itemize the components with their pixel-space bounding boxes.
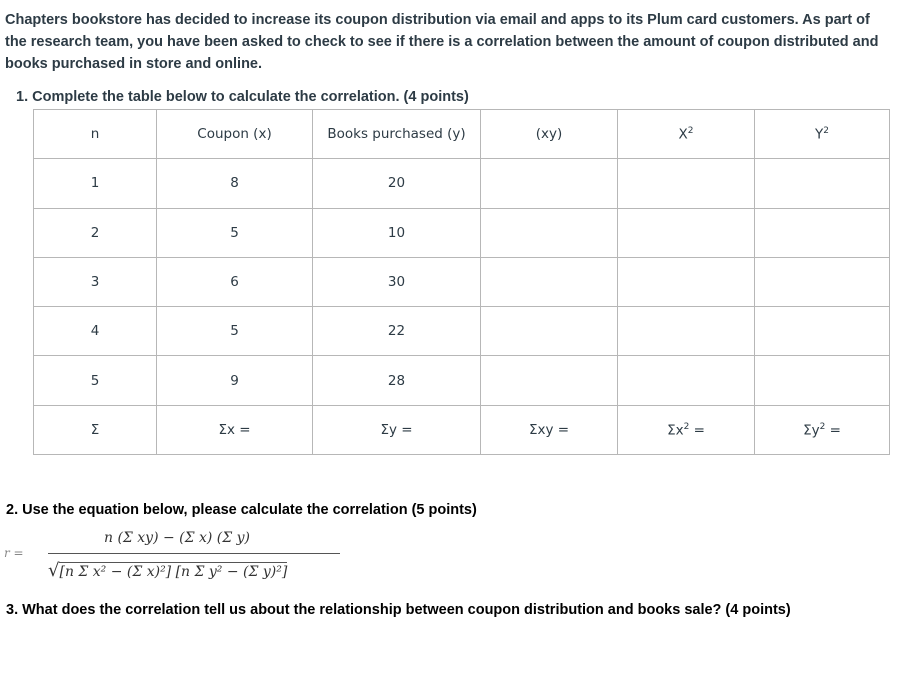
cell-x: 9 — [157, 356, 313, 405]
cell-y: 22 — [313, 307, 481, 356]
sum-y2: $\Sigma y^2$ = — [755, 405, 890, 454]
cell-y: 10 — [313, 208, 481, 257]
cell-x: 6 — [157, 257, 313, 306]
sum-xy: Σxy = — [481, 405, 618, 454]
header-x-squared: $X^2$ — [618, 110, 755, 159]
table-row — [34, 257, 890, 306]
fraction-bar — [48, 553, 340, 554]
correlation-table — [33, 109, 890, 455]
header-coupon: Coupon (x) — [157, 110, 313, 159]
header-y-squared: $Y^2$ — [755, 110, 890, 159]
table-sum-row — [34, 405, 890, 454]
cell-n: 1 — [34, 159, 157, 208]
cell-xy-empty — [481, 356, 618, 405]
table-row — [34, 307, 890, 356]
cell-x2-empty — [618, 356, 755, 405]
cell-x: 5 — [157, 307, 313, 356]
cell-n: 5 — [34, 356, 157, 405]
cell-y: 28 — [313, 356, 481, 405]
cell-n: 4 — [34, 307, 157, 356]
cell-y2-empty — [755, 159, 890, 208]
question-2: 2. Use the equation below, please calculate the correlation (5 points) — [6, 502, 477, 518]
intro-paragraph: Chapters bookstore has decided to increase its coupon distribution via email and apps to its Plum card customers. As part of the research team, you have been asked to check to see if there is a correlation between the amount of coupon distributed and books purchased in store and online. — [5, 12, 879, 72]
cell-xy-empty — [481, 159, 618, 208]
header-xy: (xy) — [481, 110, 618, 159]
sum-y: Σy = — [313, 405, 481, 454]
cell-xy-empty — [481, 208, 618, 257]
formula-lhs: r = — [4, 546, 24, 560]
cell-x2-empty — [618, 307, 755, 356]
cell-xy-empty — [481, 257, 618, 306]
formula-numerator: n (Σ xy) − (Σ x) (Σ y) — [104, 530, 250, 546]
cell-x: 8 — [157, 159, 313, 208]
sum-x2: $\Sigma x^2$ = — [618, 405, 755, 454]
cell-y2-empty — [755, 307, 890, 356]
cell-x: 5 — [157, 208, 313, 257]
cell-y2-empty — [755, 257, 890, 306]
header-books: Books purchased (y) — [313, 110, 481, 159]
table-header-row — [34, 110, 890, 159]
cell-y2-empty — [755, 208, 890, 257]
cell-xy-empty — [481, 307, 618, 356]
radical-icon: √ — [48, 560, 60, 581]
table-row — [34, 208, 890, 257]
correlation-formula — [4, 528, 344, 590]
header-n: n — [34, 110, 157, 159]
cell-n: 3 — [34, 257, 157, 306]
sum-n: Σ — [34, 405, 157, 454]
sum-x: Σx = — [157, 405, 313, 454]
cell-x2-empty — [618, 159, 755, 208]
formula-denominator: √[n Σ x² − (Σ x)²] [n Σ y² − (Σ y)²] — [48, 560, 288, 581]
table-row — [34, 356, 890, 405]
cell-y: 20 — [313, 159, 481, 208]
cell-x2-empty — [618, 257, 755, 306]
question-3: 3. What does the correlation tell us about the relationship between coupon distribution and books sale? (4 points) — [6, 602, 791, 618]
cell-y2-empty — [755, 356, 890, 405]
cell-y: 30 — [313, 257, 481, 306]
cell-x2-empty — [618, 208, 755, 257]
table-row — [34, 159, 890, 208]
question-1: 1. Complete the table below to calculate the correlation. (4 points) — [16, 89, 469, 105]
cell-n: 2 — [34, 208, 157, 257]
